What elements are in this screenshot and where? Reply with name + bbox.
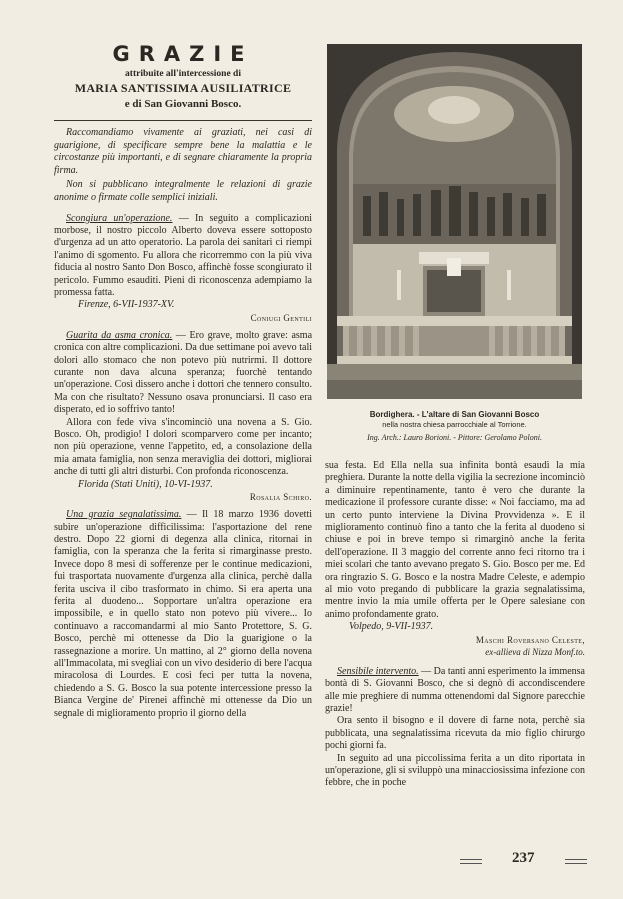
entry-text: — Ero grave, molto grave: asma cronica con altre complicazioni. Da due settimane poi avevo tali dolori allo stomaco che non potevo più nutrirmi. Il dottore curante non dava alcuna speranza; fuorchè tentando un'operazione. Così dissero anche i dottori che tennero consulto. Ma con che risultato? Nessuno osava pronunciarsi. Il caso era disperato, ed io soffrivo tanto!: [54, 329, 313, 416]
right-column: [325, 460, 585, 790]
grace-entry-4: [325, 666, 585, 790]
entry-text: — In seguito a complicazioni morbose, il nostro piccolo Alberto doveva essere sottoposto d'urgenza ad un atto operatorio. La parola dei sanitari ci riempì l'animo di sgomento. Fu allora che ricorremmo con la più viva fiducia al nostro Santo Don Bosco, affinchè fosse scongiurato il pericolo. Fummo esauditi. Pieni di riconoscenza adempiamo la promessa fatta.: [54, 212, 312, 298]
altar-illustration: [327, 44, 582, 399]
entry-signature: Maschi Roversano Celeste,: [475, 634, 585, 645]
entry-body: [54, 213, 312, 300]
entry-body: [54, 330, 312, 417]
entry-heading: Una grazia segnalatissima.: [66, 509, 182, 521]
photo-caption: [327, 410, 582, 442]
intro-paragraph-1: Raccomandiamo vivamente ai graziati, nei casi di guarigione, di specificare sempre bene la malattia e le circostanze più importanti, e di segnare chiaramente la propria firma.: [54, 127, 312, 176]
title-dedication: MARIA SANTISSIMA AUSILIATRICE: [74, 81, 292, 95]
entry-heading: Sensibile intervento.: [337, 665, 419, 677]
caption-title: Bordighera. - L'altare di San Giovanni Bosco: [369, 410, 540, 419]
entry-text: — Il 18 marzo 1936 dovetti subire un'operazione difficilissima: l'asportazione del rene destro. Dopo 22 giorni di degenza alla clinica, ritornai in famiglia, con la speranza che la ferita si rimarginasse presto. Invece dopo 8 mesi di sofferenze per le continue medicazioni, fui trasportata nuovamente d'urgenza alla clinica, perchè dalla ferita usciva il cibo trasformato in chimo. Si era aperta una ferita al duodeno... Sopportare un'altra operazione era impossibile, e in quello stato non potevo più vivere... Io continuavo a raccomandarmi al mio Santo Protettore, S. G. Bosco, perchè mi ottenesse da Dio la guarigione o la rassegnazione a morire. Un mattino, al 2° giorno della novena all'Immacolata, mi svegliai con un vivo desiderio di bere l'acqua miracolosa di Lourdes. E così feci per tutta la novena, chiedendo a S. G. Bosco la sua potente intercessione presso la Bianca Vergine de' Pirenei affinchè mi ottenesse da Dio un segnale di miglioramento proprio il giorno della: [54, 509, 313, 719]
left-column: [54, 36, 312, 720]
entry-text: — Da tanti anni esperimento la immensa bontà di S. Giovanni Bosco, che si degnò di accondiscendere alle mie preghiere di numma ottenendomi dal Signore parecchie grazie!: [325, 665, 585, 714]
page-footer: [460, 850, 590, 874]
entry-place-date: Volpedo, 9-VII-1937.: [349, 621, 434, 633]
page-title: GRAZIE: [112, 42, 254, 66]
entry-heading: Scongiura un'operazione.: [66, 212, 173, 224]
entry-body: [325, 666, 585, 716]
title-dedication-2: e di San Giovanni Bosco.: [124, 98, 242, 110]
entry-heading: Guarita da asma cronica.: [66, 329, 173, 341]
caption-credits: Ing. Arch.: Lauro Borioni. - Pittore: Gerolamo Poloni.: [367, 433, 542, 442]
footer-ornament: [460, 859, 482, 864]
entry-place-date: Firenze, 6-VII-1937-XV.: [78, 299, 175, 311]
footer-ornament: [565, 859, 587, 864]
entry-signature-note: ex-allieva di Nizza Monf.to.: [485, 646, 585, 657]
entry-signature: Rosalia Schiro.: [249, 492, 312, 503]
entry-text-3: In seguito ad una piccolissima ferita a un dito riportata in un'operazione, gli si sviluppò una minacciosissima infezione con febbre, che in poche: [325, 752, 585, 789]
title-block: [54, 42, 312, 110]
entry-text-2: Allora con fede viva s'incominciò una novena a S. Gio. Bosco. Oh, prodigio! I dolori scomparvero come per incanto; non più operazione, venne l'appetito, ed, a consolazione della mia amata famiglia, non senza meraviglia dei dottori, migliorai anche di tutti gli altri disturbi. Con profonda riconoscenza.: [54, 416, 312, 478]
entry-text-2: Ora sento il bisogno e il dovere di farne nota, perchè sia pubblicata, una segnalatissima ricevuta da mio figlio chirurgo pochi giorni fa.: [325, 715, 585, 752]
grace-entry-3: [54, 509, 312, 720]
entry-body: [54, 509, 312, 720]
grace-entry-2: [54, 330, 312, 503]
section-rule: [54, 120, 312, 121]
intro-paragraph-2: Non si pubblicano integralmente le relazioni di grazie anonime o firmate colle semplici iniziali.: [54, 179, 312, 203]
title-subline: attribuite all'intercessione di: [125, 69, 241, 79]
entry-continuation: sua festa. Ed Ella nella sua infinita bontà esaudì la mia preghiera. Durante la notte della vigilia la secrezione incominciò a diminuire repentinamente, tanto è vero che durante la medicazione il professore curante disse: « Noi facciamo, ma ad un certo punto interviene la Divina Provvidenza ». E il miglioramento continuò fino a tanto che la ferita al duodeno si chiuse e poi in breve tempo si rimarginò anche la ferita dell'operazione. Il 3 maggio del corrente anno feci ritorno tra i miei scolari che tanto avevano pregato S. Gio. Bosco per me. Ed ora ringrazio S. G. Bosco e la nostra Madre Celeste, e adempio al mio voto pregando di pubblicare la grazia segnalatissima, mentre invio la mia umile offerta per le Opere salesiane con animo profondamente grato.: [325, 460, 585, 620]
page-number: 237: [512, 850, 535, 866]
entry-place-date: Florida (Stati Uniti), 10-VI-1937.: [78, 478, 213, 490]
grace-entry-1: [54, 213, 312, 324]
caption-subtitle: nella nostra chiesa parrocchiale al Torrione.: [382, 420, 527, 429]
entry-signature: Coniugi Gentili: [250, 312, 312, 323]
altar-photo: [327, 44, 582, 399]
intro-notice: [54, 127, 312, 205]
